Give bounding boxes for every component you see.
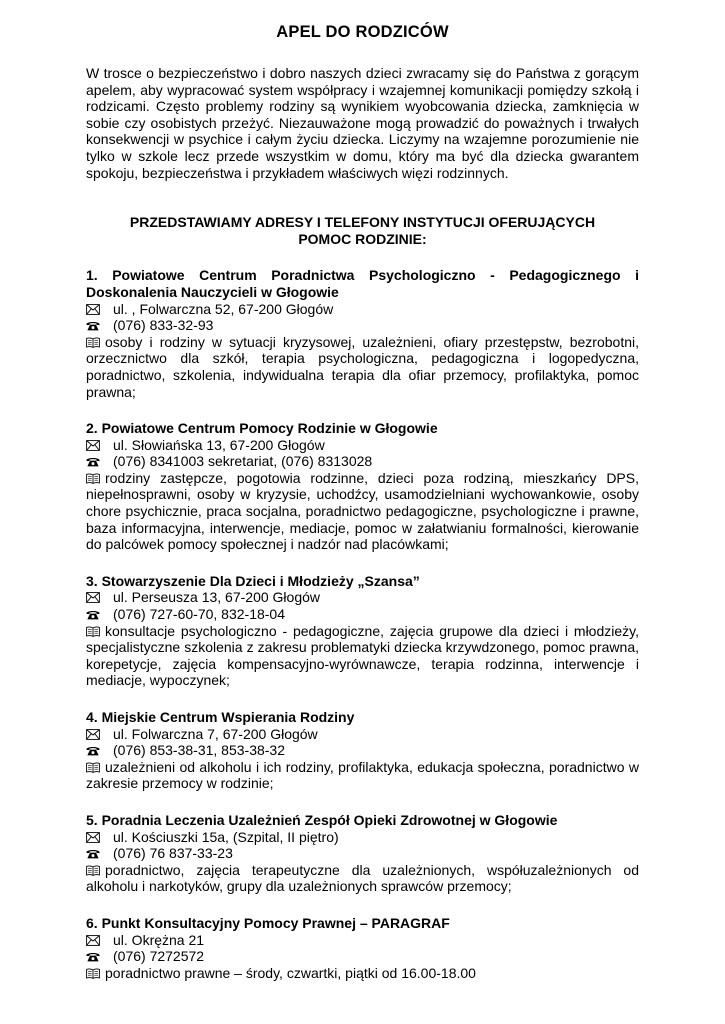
address-text: ul. Kościuszki 15a, (Szpital, II piętro) (113, 828, 339, 845)
envelope-icon (86, 592, 100, 603)
services-text: poradnictwo prawne – środy, czwartki, piątki od 16.00-18.00 (105, 964, 476, 981)
services-text: poradnictwo, zajęcia terapeutyczne dla uzależnionych, współuzależnionych od alkoholu i narkotyków, grupy dla uzależnionych sprawców przemocy; (86, 861, 639, 895)
services-line (86, 334, 639, 400)
phone-text: (076) 853-38-31, 853-38-32 (113, 742, 286, 759)
institution-name: 2. Powiatowe Centrum Pomocy Rodzinie w Głogowie (86, 420, 438, 437)
phone-line (86, 948, 639, 965)
open-book-icon (86, 473, 100, 484)
address-line (86, 301, 639, 318)
institution-entry (86, 267, 639, 400)
envelope-icon (86, 440, 100, 451)
page-title: APEL DO RODZICÓW (276, 23, 449, 41)
institution-entry (86, 812, 639, 895)
institution-name: 1. Powiatowe Centrum Poradnictwa Psychologiczno - Pedagogicznego i Doskonalenia Nauczycieli w Głogowie (86, 267, 639, 300)
phone-text: (076) 7272572 (113, 948, 205, 965)
phone-text: (076) 8341003 sekretariat, (076) 8313028 (113, 453, 373, 470)
services-line (86, 759, 639, 792)
address-line (86, 829, 639, 846)
phone-text: (076) 76 837-33-23 (113, 845, 233, 862)
phone-text: (076) 727-60-70, 832-18-04 (113, 606, 286, 623)
section-heading (86, 214, 639, 247)
section-heading-line-1: PRZEDSTAWIAMY ADRESY I TELEFONY INSTYTUCJI OFERUJĄCYCH (129, 214, 596, 231)
envelope-icon (86, 304, 100, 315)
address-text: ul. Okrężna 21 (113, 931, 205, 948)
phone-line (86, 317, 639, 334)
telephone-icon (86, 609, 100, 620)
envelope-icon (86, 832, 100, 843)
section-heading-line-2: POMOC RODZINIE: (298, 230, 427, 247)
address-text: ul. Perseusza 13, 67-200 Głogów (113, 589, 321, 606)
phone-line (86, 606, 639, 623)
envelope-icon (86, 935, 100, 946)
services-text: rodziny zastępcze, pogotowia rodzinne, dzieci poza rodziną, mieszkańcy DPS, niepełnosprawni, osoby w kryzysie, uchodźcy, usamodzielniani wychowankowie, osoby chore psychicznie, praca socjalna, poradnictwo pedagogiczne, psychologiczne i prawne, baza informacyjna, interwencje, mediacje, pomoc w załatwianiu formalności, kierowanie do palcówek pomocy społecznej i nadzór nad placówkami; (86, 469, 639, 553)
institution-name: 6. Punkt Konsultacyjny Pomocy Prawnej – PARAGRAF (86, 914, 450, 931)
telephone-icon (86, 745, 100, 756)
institution-name: 5. Poradnia Leczenia Uzależnień Zespół Opieki Zdrowotnej w Głogowie (86, 811, 558, 828)
telephone-icon (86, 951, 100, 962)
institution-entry (86, 915, 639, 981)
open-book-icon (86, 626, 100, 637)
services-line (86, 470, 639, 553)
document-page (86, 22, 639, 981)
address-line (86, 437, 639, 454)
services-text: osoby i rodziny w sytuacji kryzysowej, uzależnieni, ofiary przestępstw, bezrobotni, orzecznictwo dla szkół, terapia psychologiczna, pedagogiczna i logopedyczna, poradnictwo, szkolenia, indywidualna terapia dla ofiar przemocy, profilaktyka, pomoc prawna; (86, 333, 639, 400)
address-text: ul. , Folwarczna 52, 67-200 Głogów (113, 300, 334, 317)
address-line (86, 589, 639, 606)
institution-name: 4. Miejskie Centrum Wspierania Rodziny (86, 709, 355, 725)
intro-paragraph: W trosce o bezpieczeństwo i dobro naszych dzieci zwracamy się do Państwa z gorącym apelem, aby wypracować system współpracy i wzajemnej komunikacji pomiędzy szkołą i rodzicami. Często problemy rodziny są wynikiem wyobcowania dziecka, zamknięcia w sobie czy osobistych przeżyć. Niezauważone mogą prowadzić do poważnych i trwałych konsekwencji w psychice i całym życiu dziecka. Liczymy na wzajemne porozumienie nie tylko w szkole lecz przede wszystkim w domu, który ma być dla dziecka gwarantem spokoju, bezpieczeństwa i przykładem właściwych więzi rodzinnych. (86, 65, 639, 181)
institution-entry (86, 709, 639, 792)
services-text: uzależnieni od alkoholu i ich rodziny, profilaktyka, edukacja społeczna, poradnictwo w zakresie przemocy w rodzinie; (86, 758, 639, 792)
address-text: ul. Folwarczna 7, 67-200 Głogów (113, 725, 318, 742)
telephone-icon (86, 320, 100, 331)
open-book-icon (86, 865, 100, 876)
phone-line (86, 742, 639, 759)
open-book-icon (86, 762, 100, 773)
services-line (86, 623, 639, 689)
services-line (86, 862, 639, 895)
services-text: konsultacje psychologiczno - pedagogiczne, zajęcia grupowe dla dzieci i młodzieży, specjalistyczne szkolenia z zakresu problematyki dziecka krzywdzonego, pomoc prawna, korepetycje, zajęcia kompensacyjno-wyrównawcze, terapia rodzinna, interwencje i mediacje, wypoczynek; (86, 622, 639, 689)
telephone-icon (86, 848, 100, 859)
address-text: ul. Słowiańska 13, 67-200 Głogów (113, 436, 325, 453)
phone-line (86, 453, 639, 470)
address-line (86, 932, 639, 949)
phone-line (86, 845, 639, 862)
institution-entry (86, 420, 639, 553)
telephone-icon (86, 456, 100, 467)
phone-text: (076) 833-32-93 (113, 317, 214, 334)
open-book-icon (86, 968, 100, 979)
services-line (86, 965, 639, 982)
institution-list (86, 267, 639, 981)
address-line (86, 726, 639, 743)
institution-name: 3. Stowarzyszenie Dla Dzieci i Młodzieży „Szansa” (86, 572, 420, 589)
open-book-icon (86, 337, 100, 348)
institution-entry (86, 573, 639, 689)
envelope-icon (86, 729, 100, 740)
